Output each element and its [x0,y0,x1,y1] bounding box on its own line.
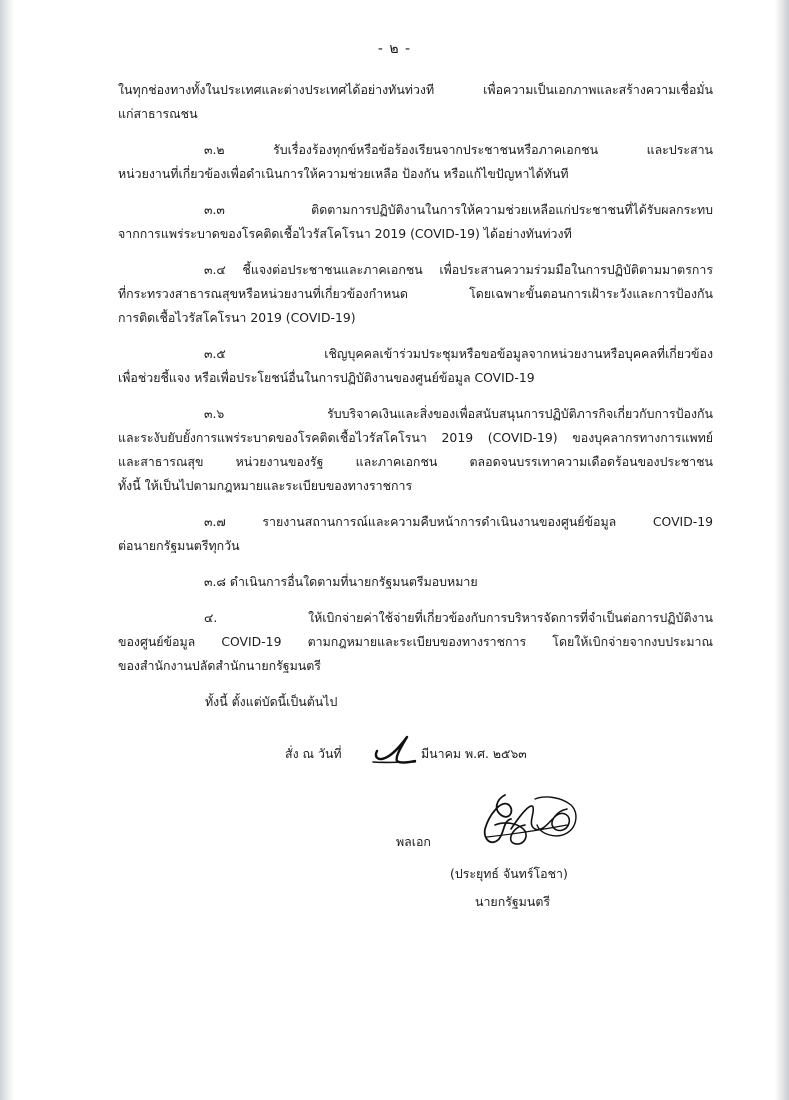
paragraph-item-3-2 [118,138,713,186]
paragraph-item-3-7 [118,510,713,558]
paragraph-item-3-4 [118,258,713,330]
paragraph-item-3-5 [118,342,713,390]
paragraph-line: ทั้งนี้ ให้เป็นไปตามกฎหมายและระเบียบของทางราชการ [118,478,413,493]
document-body [118,78,713,678]
paragraph-line: และสาธารณสุข หน่วยงานของรัฐ และภาคเอกชน ตลอดจนบรรเทาความเดือดร้อนของประชาชน [118,454,713,469]
page-shadow-right [775,0,789,1100]
paragraph-item-4 [118,606,713,678]
paragraph-line: การติดเชื้อไวรัสโคโรนา 2019 (COVID-19) [118,310,356,325]
paragraph-line: แก่สาธารณชน [118,106,198,121]
closing-statement: ทั้งนี้ ตั้งแต่บัดนี้เป็นต้นไป [205,694,338,709]
paragraph-item-3-6 [118,402,713,498]
signer-title: นายกรัฐมนตรี [475,894,551,909]
signer-rank: พลเอก [396,834,431,849]
paragraph-line: ๓.๓ ติดตามการปฏิบัติงานในการให้ความช่วยเหลือแก่ประชาชนที่ได้รับผลกระทบ [204,202,713,217]
paragraph-line: เพื่อช่วยชี้แจง หรือเพื่อประโยชน์อื่นในการปฏิบัติงานของศูนย์ข้อมูล COVID-19 [118,370,535,385]
paragraph-line: ต่อนายกรัฐมนตรีทุกวัน [118,538,240,553]
handwritten-day-mark [371,731,417,769]
date-month-year: มีนาคม พ.ศ. ๒๕๖๓ [421,746,527,761]
paragraph-line: ๓.๘ ดำเนินการอื่นใดตามที่นายกรัฐมนตรีมอบหมาย [204,574,478,589]
paragraph-line: ที่กระทรวงสาธารณสุขหรือหน่วยงานที่เกี่ยวข้องกำหนด โดยเฉพาะขั้นตอนการเฝ้าระวังและการป้องกัน [118,286,713,301]
page-number: - ๒ - [377,41,412,57]
paragraph-continuation [118,78,713,126]
paragraph-line: ในทุกช่องทางทั้งในประเทศและต่างประเทศได้อย่างทันท่วงที เพื่อความเป็นเอกภาพและสร้างความเชื่อมั่น [118,82,713,97]
paragraph-line: ของสำนักงานปลัดสำนักนายกรัฐมนตรี [118,658,321,673]
paragraph-line: ๓.๒ รับเรื่องร้องทุกข์หรือข้อร้องเรียนจากประชาชนหรือภาคเอกชน และประสาน [204,142,713,157]
paragraph-line: หน่วยงานที่เกี่ยวข้องเพื่อดำเนินการให้ความช่วยเหลือ ป้องกัน หรือแก้ไขปัญหาได้ทันที [118,166,569,181]
paragraph-item-3-8 [118,570,713,594]
paragraph-line: ๓.๖ รับบริจาคเงินและสิ่งของเพื่อสนับสนุนการปฏิบัติภารกิจเกี่ยวกับการป้องกัน [204,406,713,421]
paragraph-line: ของศูนย์ข้อมูล COVID-19 ตามกฎหมายและระเบียบของทางราชการ โดยให้เบิกจ่ายจากงบประมาณ [118,634,713,649]
paragraph-line: ๓.๗ รายงานสถานการณ์และความคืบหน้าการดำเนินงานของศูนย์ข้อมูล COVID-19 [204,514,713,529]
signer-name: (ประยุทธ์ จันทร์โอชา) [450,866,568,881]
paragraph-line: ๓.๕ เชิญบุคคลเข้าร่วมประชุมหรือขอข้อมูลจากหน่วยงานหรือบุคคลที่เกี่ยวข้อง [204,346,713,361]
handwritten-signature [475,785,585,855]
signature-block [396,785,620,925]
paragraph-line: และระงับยับยั้งการแพร่ระบาดของโรคติดเชื้อไวรัสโคโรนา 2019 (COVID-19) ของบุคลากรทางการแพทย์ [118,430,713,445]
order-date [285,745,645,775]
paragraph-item-3-3 [118,198,713,246]
date-prefix: สั่ง ณ วันที่ [285,746,342,761]
paragraph-line: ๓.๔ ชี้แจงต่อประชาชนและภาคเอกชน เพื่อประสานความร่วมมือในการปฏิบัติตามมาตรการ [204,262,713,277]
paragraph-line: ๔. ให้เบิกจ่ายค่าใช้จ่ายที่เกี่ยวข้องกับการบริหารจัดการที่จำเป็นต่อการปฏิบัติงาน [204,610,713,625]
page-shadow-left [0,0,14,1100]
paragraph-line: จากการแพร่ระบาดของโรคติดเชื้อไวรัสโคโรนา 2019 (COVID-19) ได้อย่างทันท่วงที [118,226,572,241]
